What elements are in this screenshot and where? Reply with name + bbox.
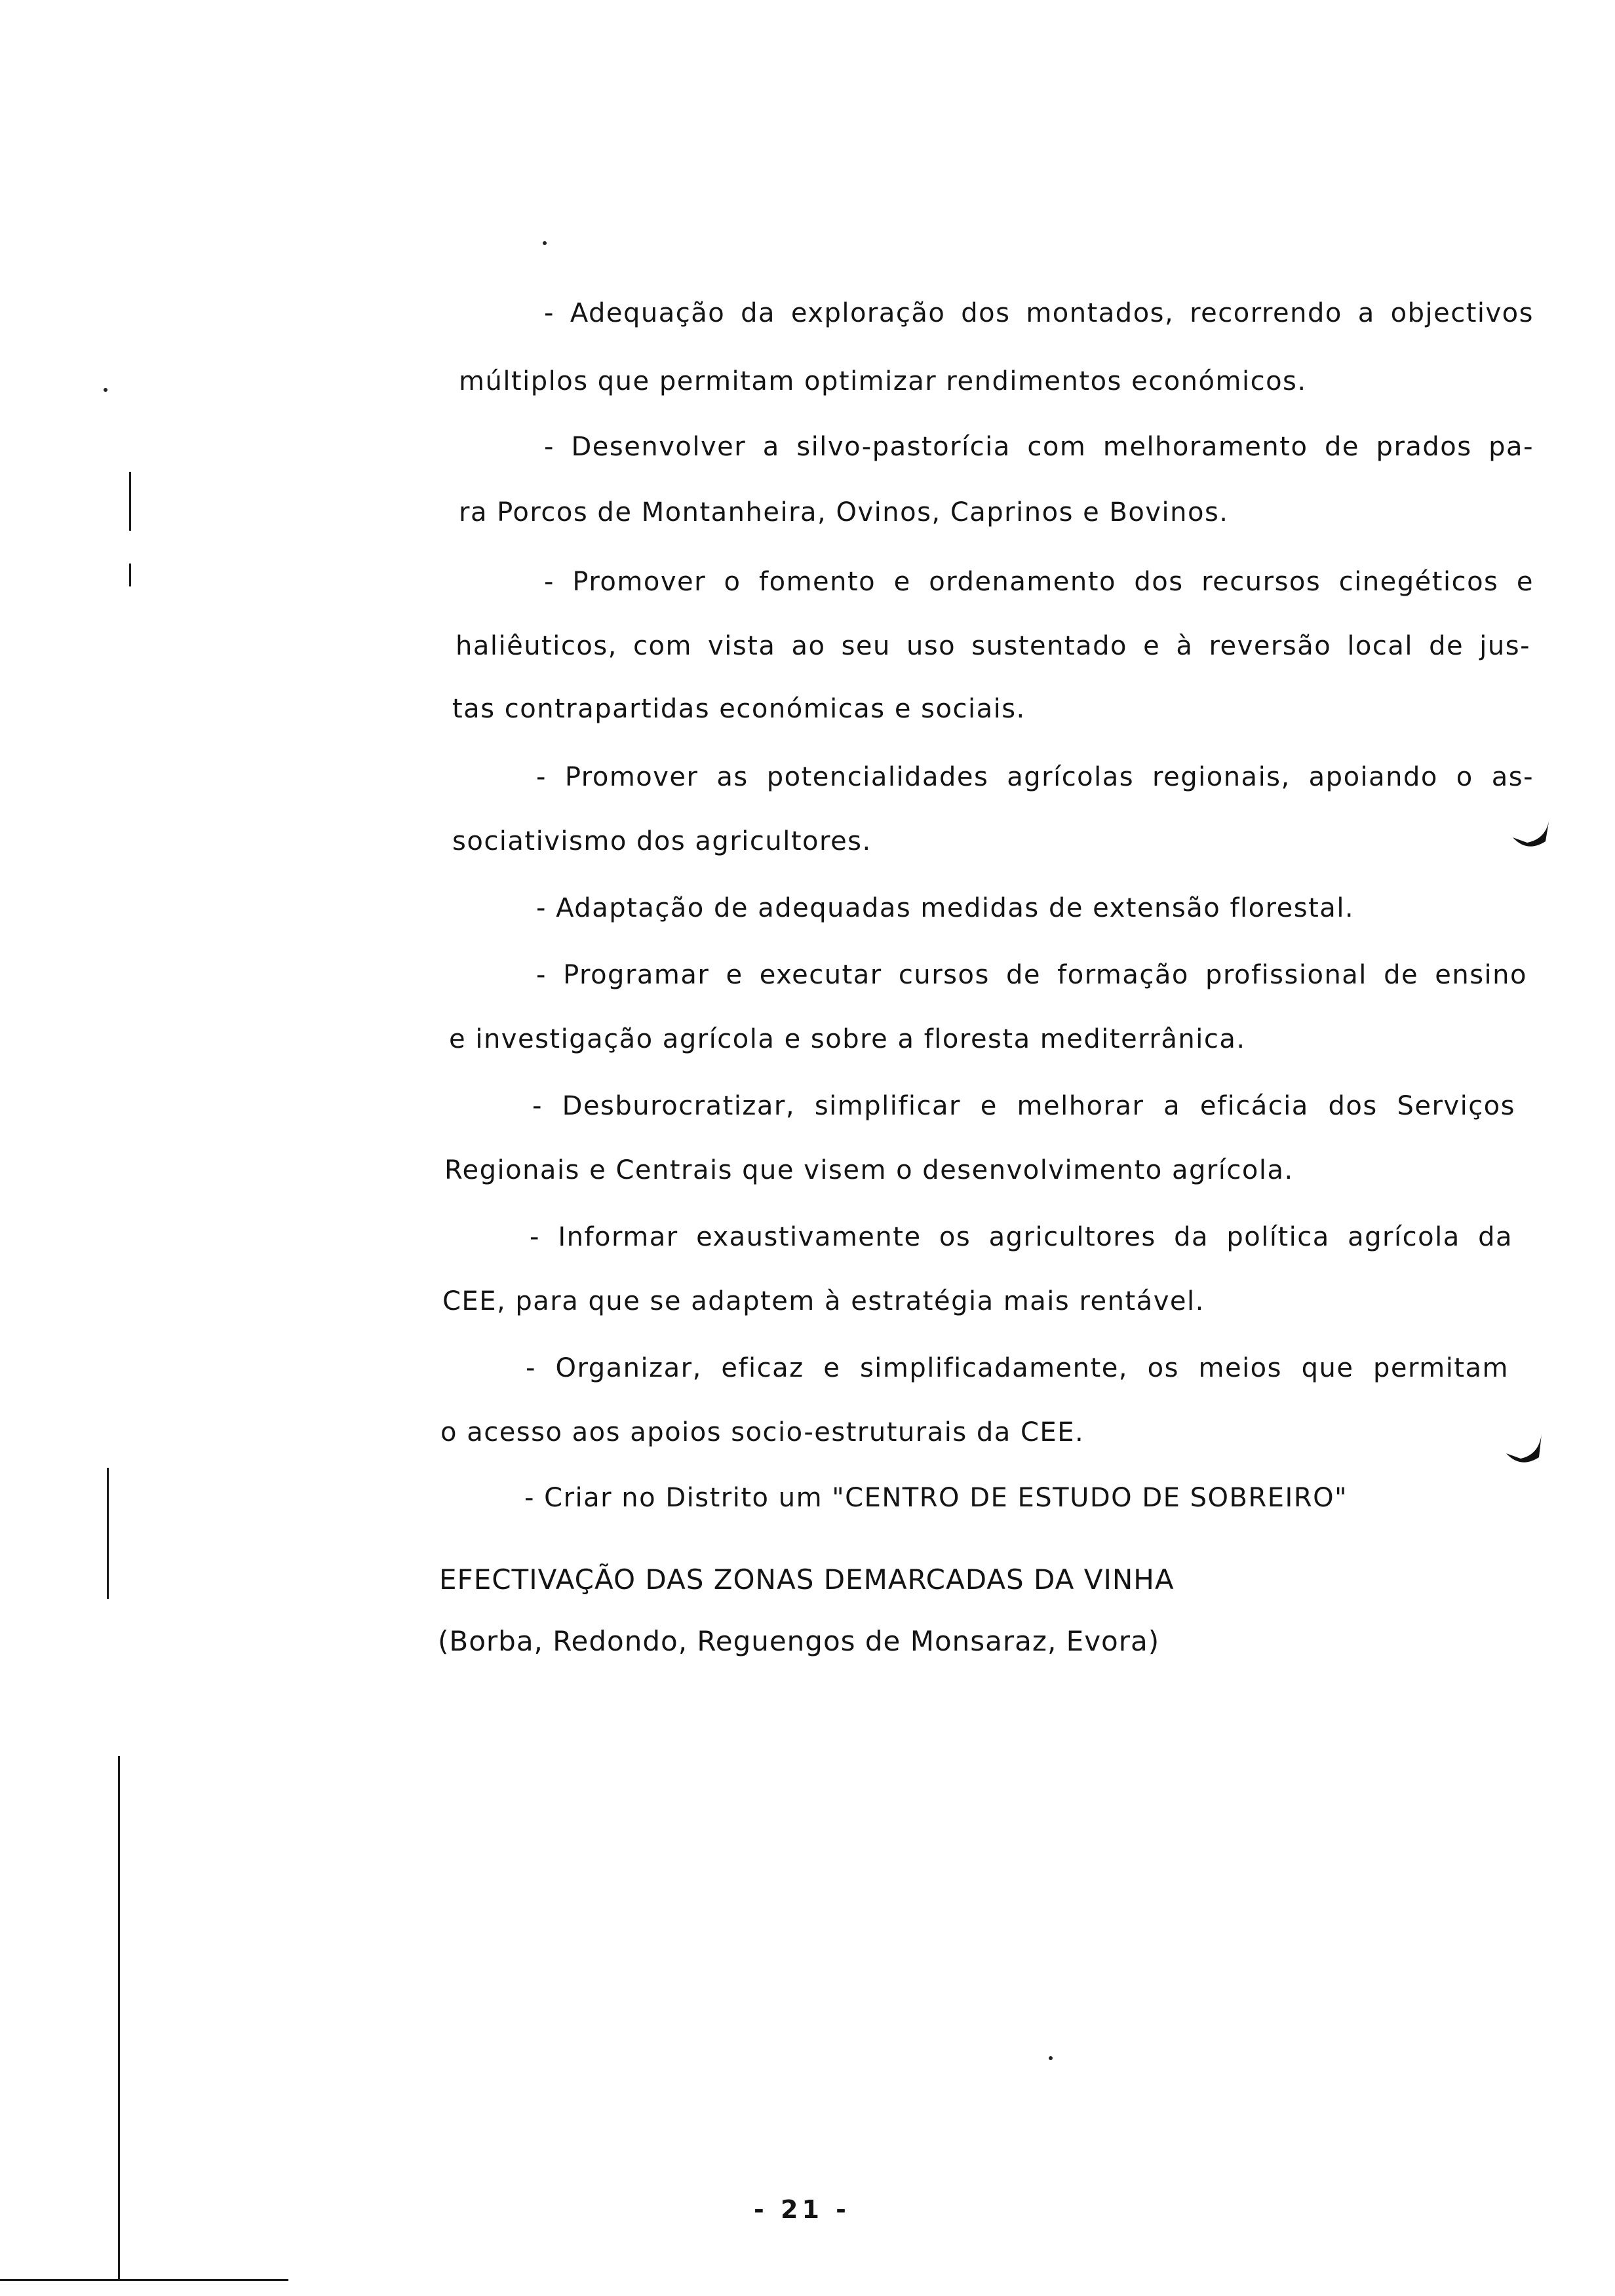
- body-line: - Desenvolver a silvo-pastorícia com melhoramento de prados pa-: [544, 432, 1534, 462]
- body-line: - Criar no Distrito um "CENTRO DE ESTUDO DE SOBREIRO": [524, 1483, 1348, 1513]
- section-subheading: (Borba, Redondo, Reguengos de Monsaraz, Evora): [438, 1625, 1160, 1657]
- body-line: e investigação agrícola e sobre a floresta mediterrânica.: [449, 1024, 1246, 1054]
- body-line: - Informar exaustivamente os agricultores da política agrícola da: [530, 1222, 1513, 1252]
- checkmark-icon: [1508, 813, 1553, 858]
- body-line: - Adaptação de adequadas medidas de extensão florestal.: [536, 893, 1355, 923]
- body-line: - Desburocratizar, simplificar e melhorar a eficácia dos Serviços: [532, 1091, 1515, 1121]
- speck: [543, 241, 547, 245]
- body-line: ra Porcos de Montanheira, Ovinos, Caprinos e Bovinos.: [459, 497, 1229, 527]
- left-margin-mark: [129, 564, 131, 586]
- checkmark-icon: [1501, 1428, 1547, 1474]
- body-line: sociativismo dos agricultores.: [452, 826, 872, 856]
- speck: [1049, 2056, 1053, 2060]
- body-line: CEE, para que se adaptem à estratégia mais rentável.: [442, 1286, 1205, 1316]
- body-line: haliêuticos, com vista ao seu uso sustentado e à reversão local de jus-: [456, 631, 1530, 661]
- speck: [104, 388, 107, 392]
- body-line: - Programar e executar cursos de formação profissional de ensino: [536, 960, 1527, 990]
- body-line: - Adequação da exploração dos montados, recorrendo a objectivos: [544, 298, 1534, 328]
- left-margin-mark: [129, 472, 131, 531]
- body-line: - Organizar, eficaz e simplificadamente, os meios que permitam: [526, 1353, 1509, 1383]
- left-margin-mark: [107, 1468, 109, 1599]
- body-line: tas contrapartidas económicas e sociais.: [452, 694, 1026, 724]
- page-number: - 21 -: [754, 2195, 850, 2224]
- left-margin-mark: [118, 1756, 120, 2280]
- body-line: o acesso aos apoios socio-estruturais da CEE.: [440, 1417, 1085, 1447]
- body-line: Regionais e Centrais que visem o desenvolvimento agrícola.: [444, 1155, 1294, 1185]
- body-line: - Promover o fomento e ordenamento dos recursos cinegéticos e: [544, 567, 1534, 597]
- body-line: múltiplos que permitam optimizar rendimentos económicos.: [459, 366, 1307, 396]
- body-line: - Promover as potencialidades agrícolas regionais, apoiando o as-: [536, 762, 1534, 792]
- section-heading: EFECTIVAÇÃO DAS ZONAS DEMARCADAS DA VINHA: [439, 1563, 1175, 1596]
- bottom-scan-line: [0, 2279, 288, 2281]
